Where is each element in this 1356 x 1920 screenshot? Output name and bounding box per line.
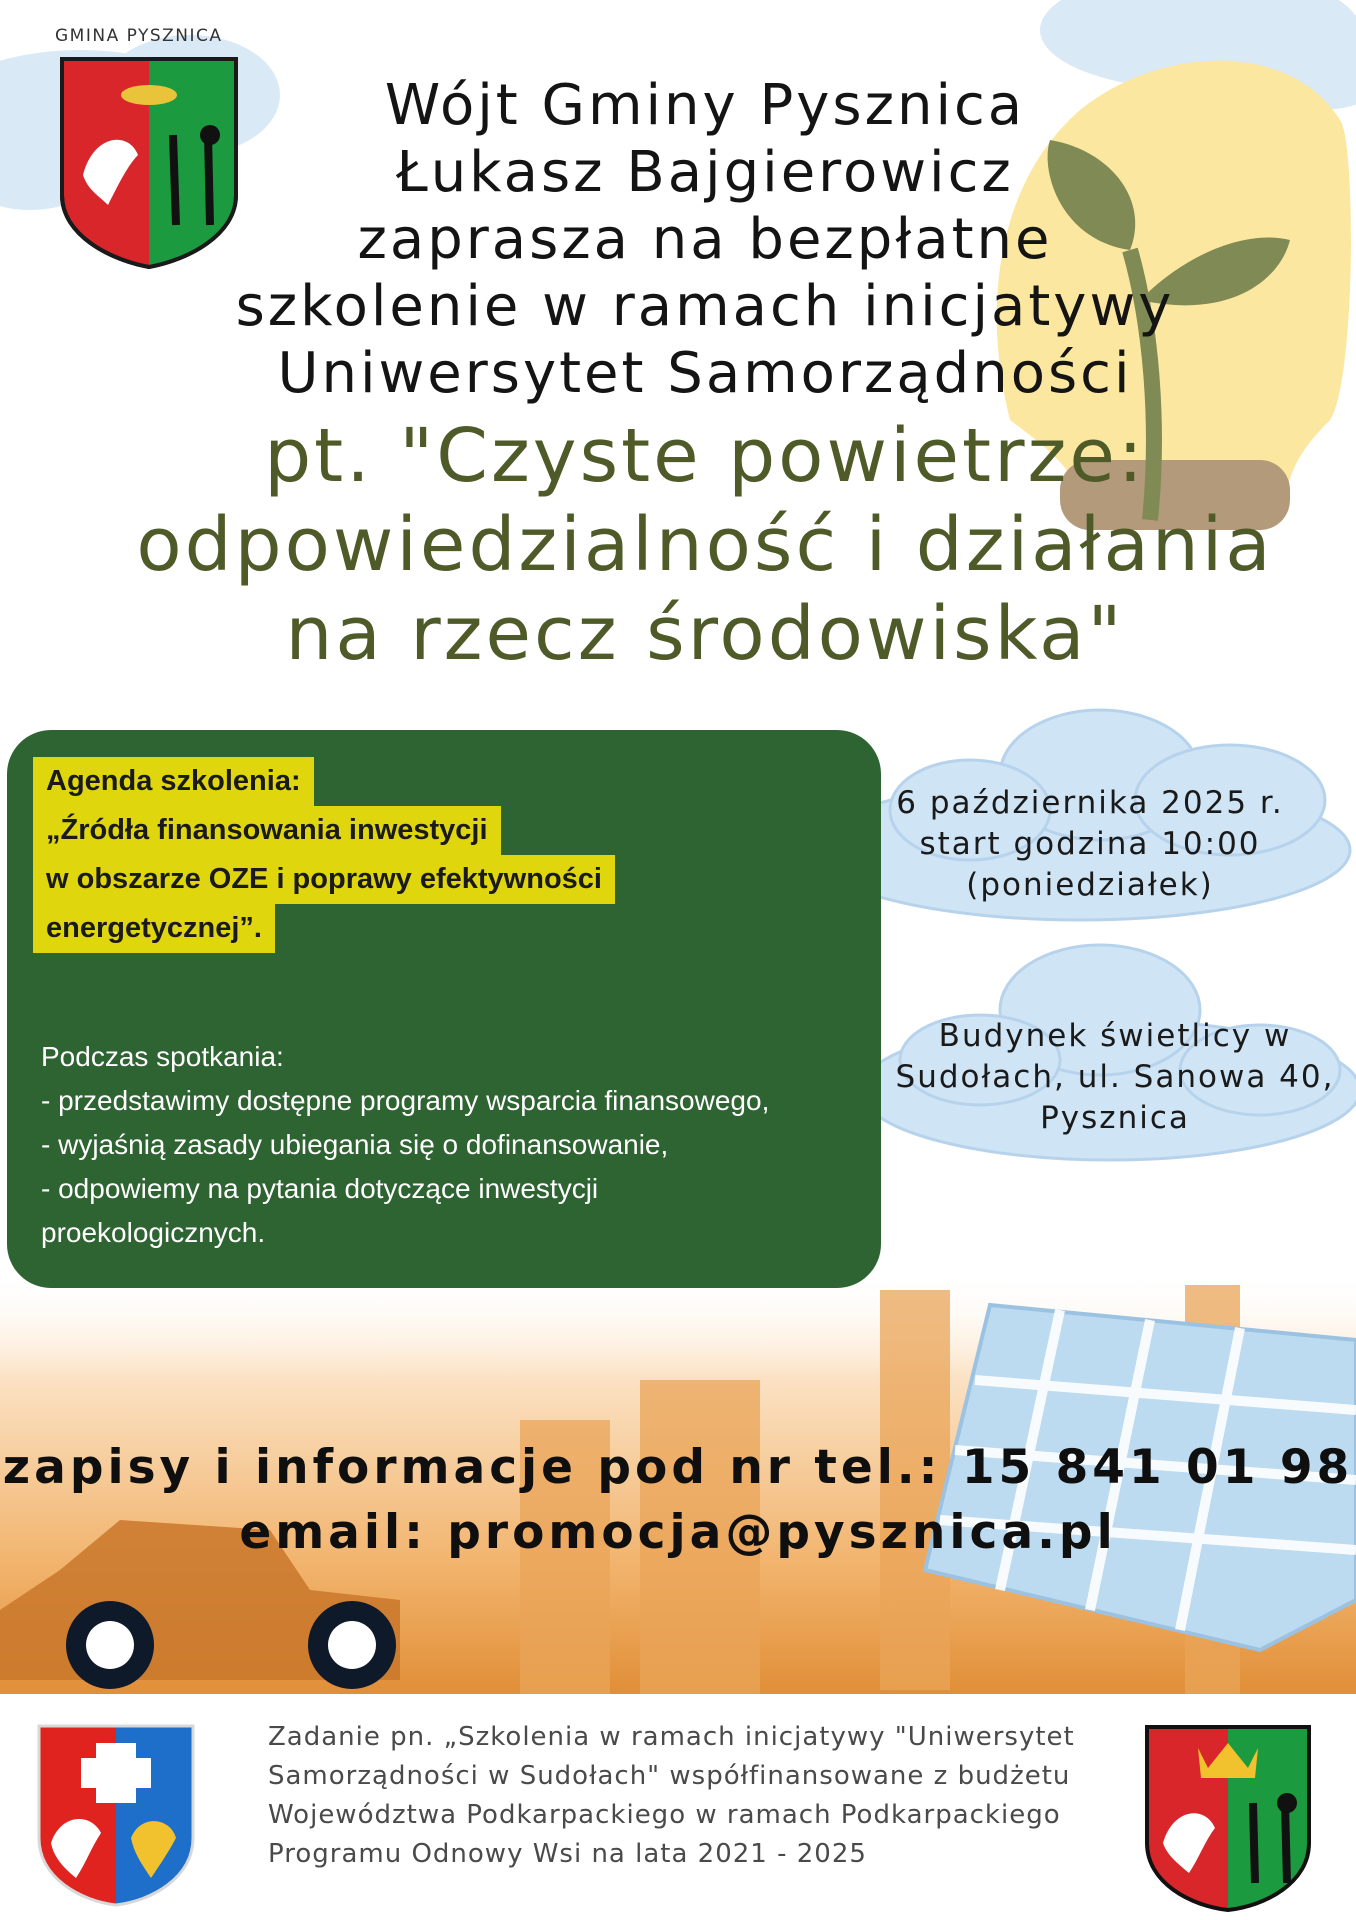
podkarpackie-voivodeship-crest	[36, 1723, 196, 1908]
event-date: 6 października 2025 r.	[896, 785, 1284, 821]
start-time: start godzina 10:00	[919, 826, 1261, 862]
location-line: Budynek świetlicy w	[938, 1018, 1292, 1054]
title-line: pt. "Czyste powietrze:	[264, 413, 1146, 499]
header-line: Uniwersytet Samorządności	[277, 341, 1133, 406]
meeting-line: - przedstawimy dostępne programy wsparcia finansowego,	[41, 1085, 770, 1116]
crest-label: GMINA PYSZNICA	[55, 26, 223, 46]
meeting-line: - odpowiemy na pytania dotyczące inwestycji	[41, 1173, 599, 1204]
title-line: odpowiedzialność i działania	[136, 502, 1274, 588]
header-line: szkolenie w ramach inicjatywy	[235, 274, 1175, 339]
date-info	[880, 783, 1300, 906]
location-line: Sudołach, ul. Sanowa 40,	[895, 1059, 1335, 1095]
funding-note	[268, 1718, 1118, 1874]
funding-line: Województwa Podkarpackiego w ramach Podkarpackiego	[268, 1800, 1061, 1830]
agenda-line: „Źródła finansowania inwestycji	[33, 806, 501, 855]
agenda-heading: Agenda szkolenia:	[33, 757, 314, 806]
location-info	[880, 1016, 1350, 1139]
invitation-header	[120, 72, 1290, 407]
phone-line: zapisy i informacje pod nr tel.: 15 841 01 98	[2, 1440, 1354, 1495]
training-title	[60, 412, 1350, 679]
weekday: (poniedziałek)	[966, 867, 1214, 903]
email-line[interactable]: email: promocja@pysznica.pl	[239, 1505, 1117, 1560]
funding-line: Programu Odnowy Wsi na lata 2021 - 2025	[268, 1839, 867, 1869]
funding-line: Samorządności w Sudołach" współfinansowane z budżetu	[268, 1761, 1071, 1791]
agenda-line: energetycznej”.	[33, 904, 275, 953]
meeting-line: - wyjaśnią zasady ubiegania się o dofinansowanie,	[41, 1129, 669, 1160]
funding-line: Zadanie pn. „Szkolenia w ramach inicjatywy "Uniwersytet	[268, 1722, 1075, 1752]
meeting-line: Podczas spotkania:	[41, 1041, 284, 1072]
location-line: Pysznica	[1040, 1100, 1190, 1136]
header-line: zaprasza na bezpłatne	[357, 207, 1053, 272]
meeting-description	[41, 1035, 871, 1255]
header-line: Wójt Gminy Pysznica	[384, 73, 1026, 138]
header-line: Łukasz Bajgierowicz	[396, 140, 1014, 205]
gmina-pysznica-crest-footer	[1143, 1723, 1313, 1913]
title-line: na rzecz środowiska"	[285, 591, 1125, 677]
agenda-line: w obszarze OZE i poprawy efektywności	[33, 855, 615, 904]
meeting-line: proekologicznych.	[41, 1217, 266, 1248]
